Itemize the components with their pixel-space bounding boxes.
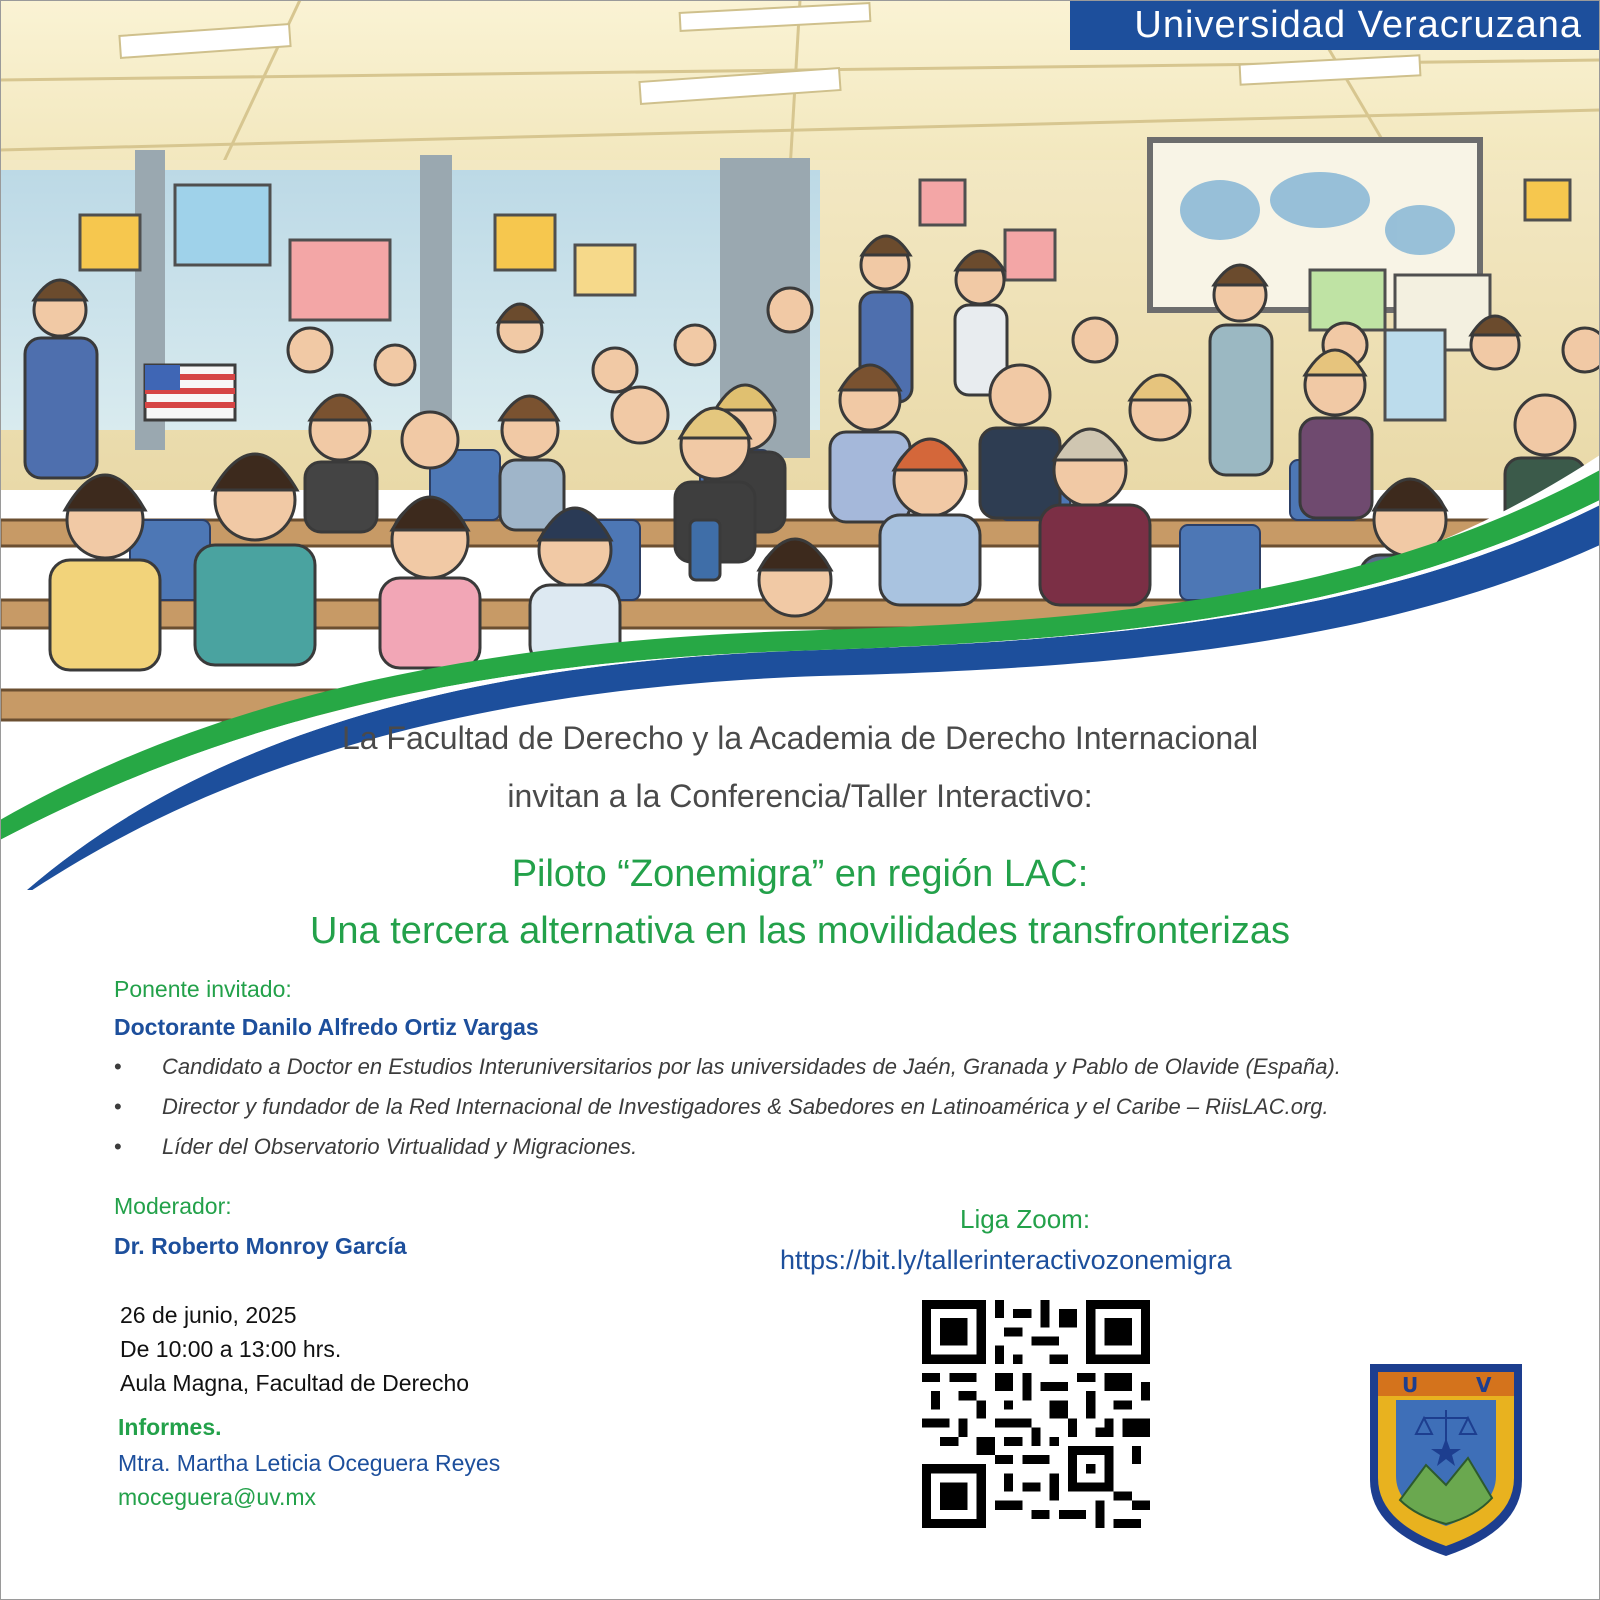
contact-name: Mtra. Martha Leticia Oceguera Reyes [118,1450,501,1476]
credential-item: • Líder del Observatorio Virtualidad y Migraciones. [112,1132,1512,1172]
event-time: De 10:00 a 13:00 hrs. [120,1336,342,1362]
moderator-label: Moderador: [114,1193,232,1219]
invitation-line-2: invitan a la Conferencia/Taller Interactivo: [507,778,1093,814]
credential-item: • Director y fundador de la Red Internacional de Investigadores & Sabedores en Latinoamérica y el Caribe – RiisLAC.org. [112,1092,1512,1132]
contact-email[interactable]: moceguera@uv.mx [118,1484,317,1510]
crest-letter-u: U [1402,1373,1419,1397]
speaker-credentials [112,1052,1512,1172]
speaker-label: Ponente invitado: [114,976,292,1002]
speaker-name: Doctorante Danilo Alfredo Ortiz Vargas [114,1014,539,1040]
event-place: Aula Magna, Facultad de Derecho [120,1370,470,1396]
zoom-link[interactable]: https://bit.ly/tallerinteractivozonemigra [780,1245,1232,1275]
event-title-line-1: Piloto “Zonemigra” en región LAC: [511,853,1089,895]
moderator-name: Dr. Roberto Monroy García [114,1233,407,1259]
invitation-line-1: La Facultad de Derecho y la Academia de Derecho Internacional [341,720,1259,756]
faculty-crest-icon [1366,1360,1526,1560]
event-date: 26 de junio, 2025 [120,1302,297,1328]
contact-label: Informes. [118,1414,222,1440]
university-banner: Universidad Veracruzana [1070,0,1600,50]
qr-code-icon[interactable] [922,1300,1150,1528]
zoom-label: Liga Zoom: [960,1204,1091,1234]
crest-letter-v: V [1476,1373,1492,1397]
credential-item: • Candidato a Doctor en Estudios Interuniversitarios por las universidades de Jaén, Granada y Pablo de Olavide (España). [112,1052,1512,1092]
event-title-line-2: Una tercera alternativa en las movilidades transfronterizas [309,910,1291,952]
